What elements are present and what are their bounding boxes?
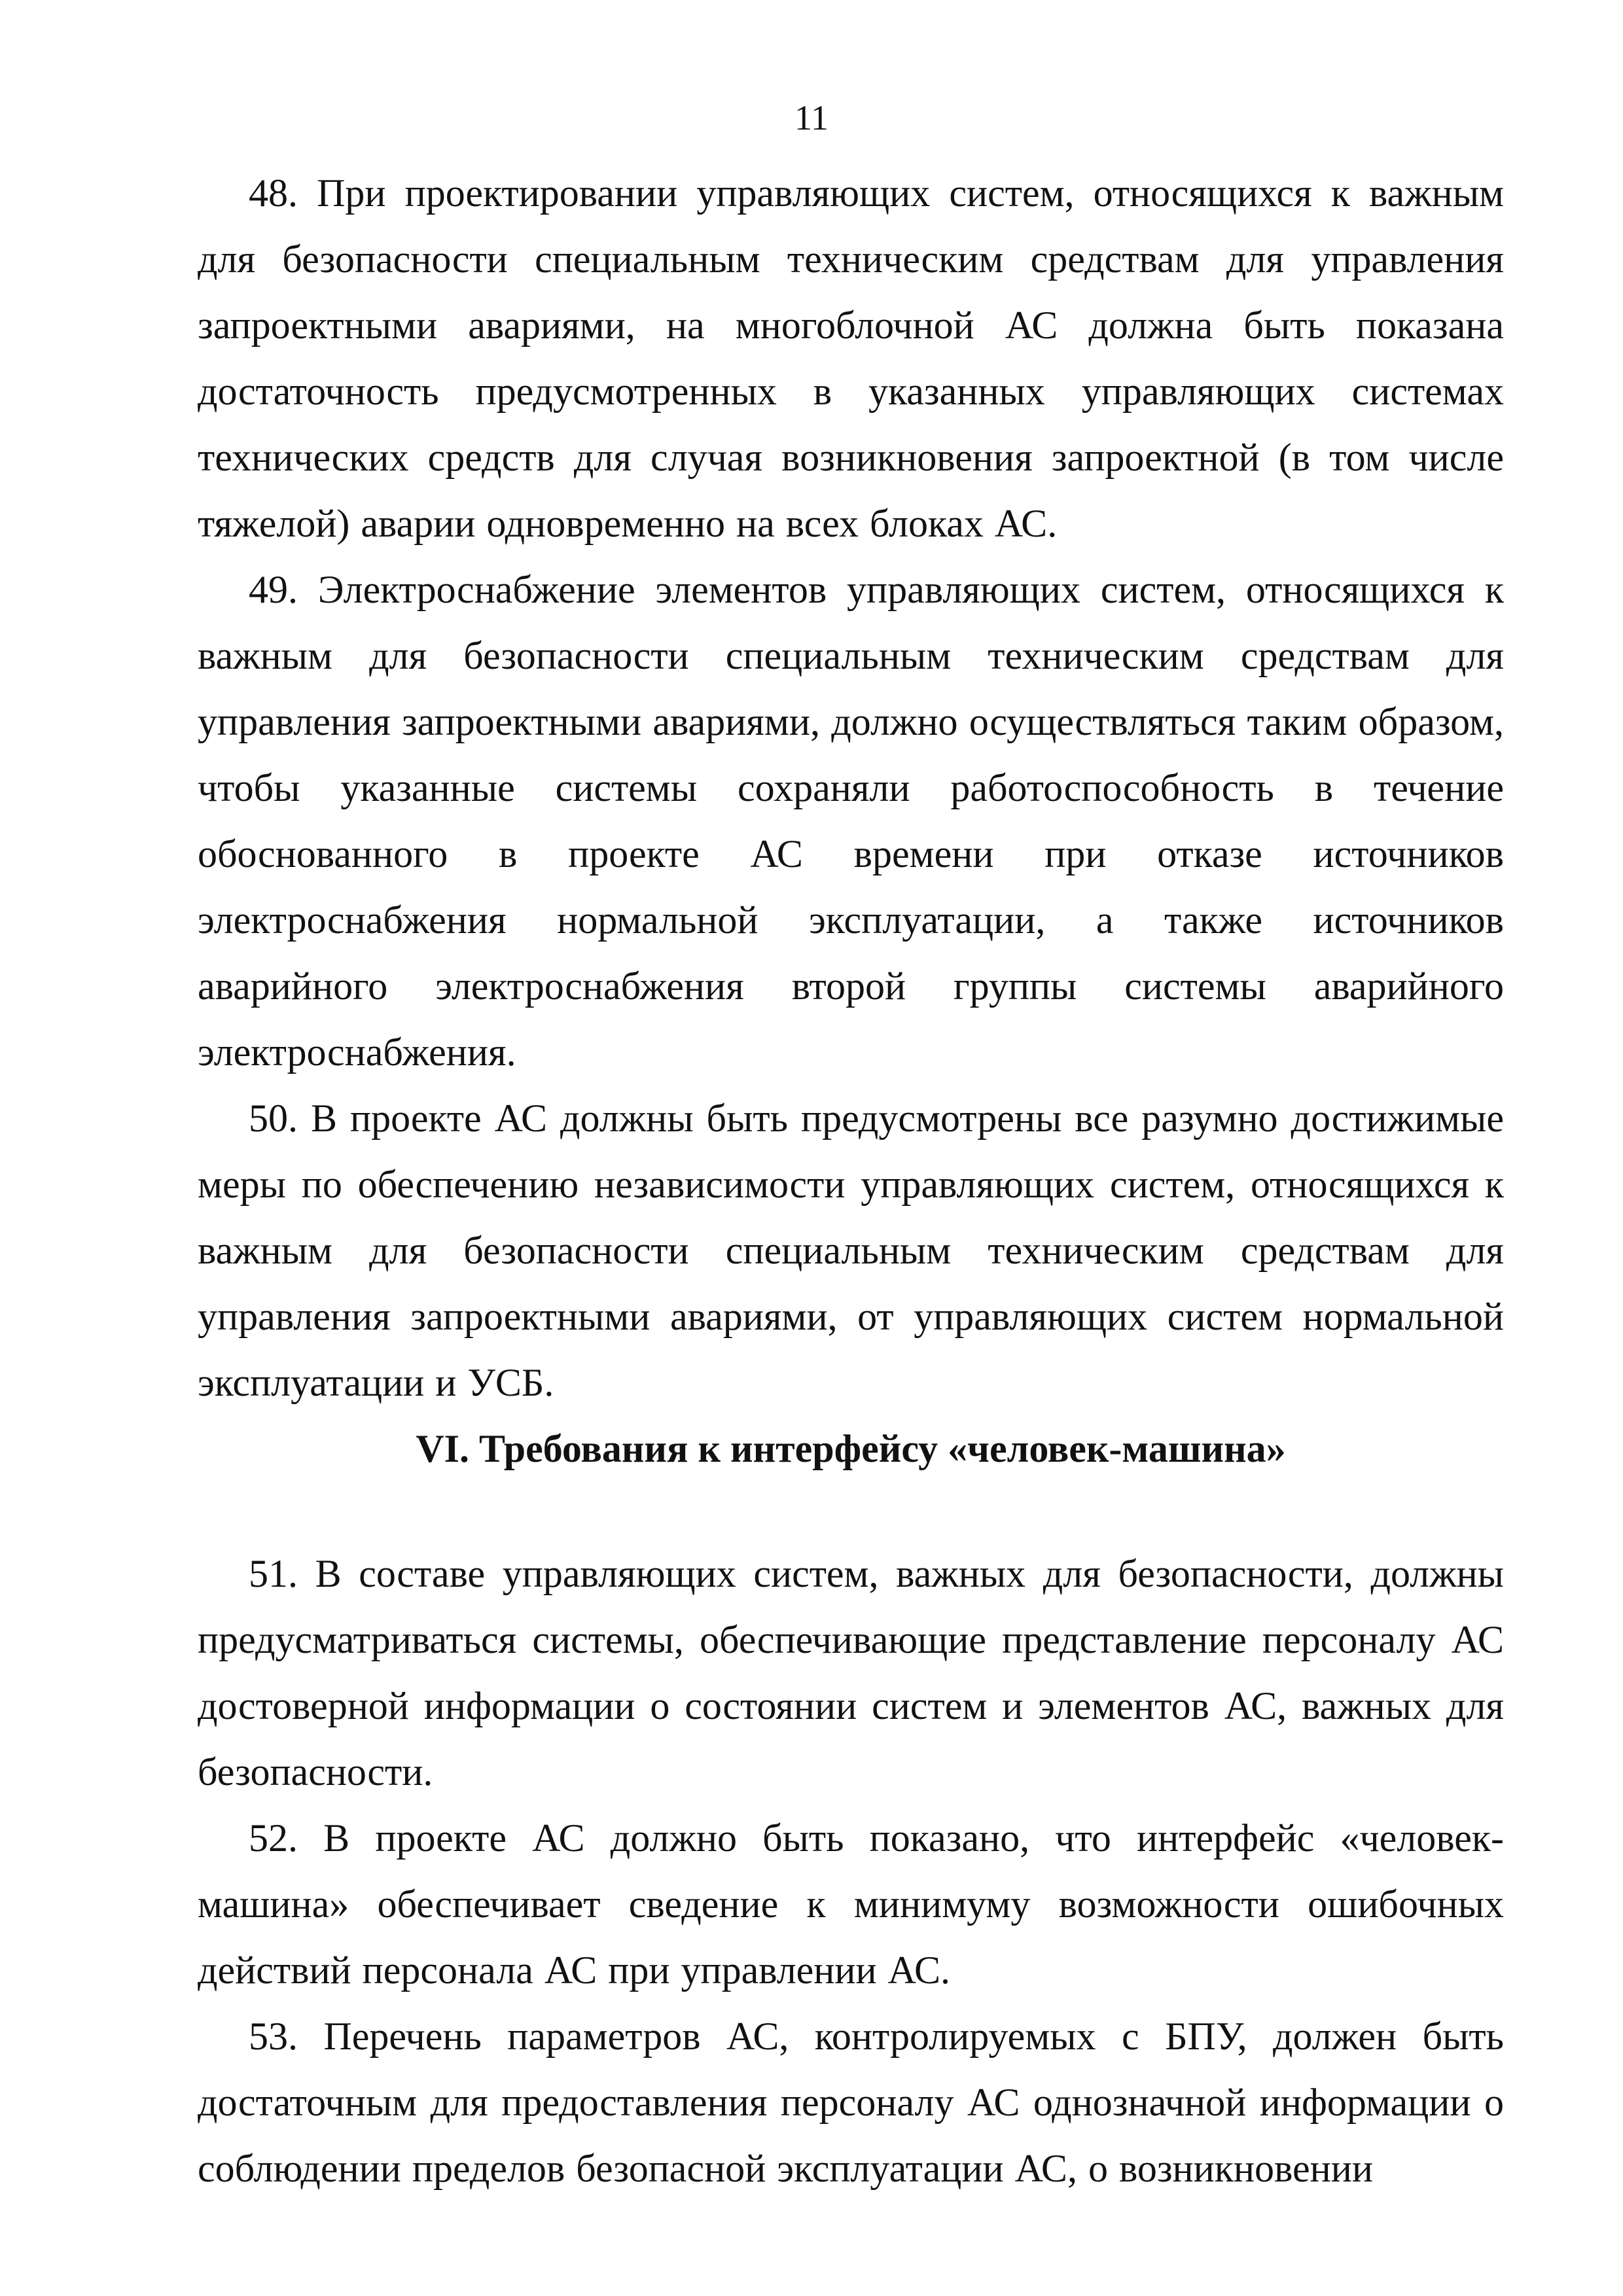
paragraph-52: 52. В проекте АС должно быть показано, что интерфейс «человек-машина» обеспечивает сведение к минимуму возможности ошибочных действий персонала АС при управлении АС. [198, 1816, 1504, 1992]
paragraph-50: 50. В проекте АС должны быть предусмотрены все разумно достижимые меры по обеспечению независимости управляющих систем, относящихся к важным для безопасности специальным техническим средствам для управления запроектными авариями, от управляющих систем нормальной эксплуатации и УСБ. [198, 1097, 1504, 1404]
paragraph-49: 49. Электроснабжение элементов управляющих систем, относящихся к важным для безопасности специальным техническим средствам для управления запроектными авариями, должно осуществляться таким образом, чтобы указанные системы сохраняли работоспособность в течение обоснованного в проекте АС времени при отказе источников электроснабжения нормальной эксплуатации, а также источников аварийного электроснабжения второй группы системы аварийного электроснабжения. [198, 568, 1504, 1074]
paragraph-48: 48. При проектировании управляющих систем, относящихся к важным для безопасности специальным техническим средствам для управления запроектными авариями, на многоблочной АС должна быть показана достаточность предусмотренных в указанных управляющих системах технических средств для случая возникновения запроектной (в том числе тяжелой) аварии одновременно на всех блоках АС. [198, 171, 1504, 545]
section-heading: VI. Требования к интерфейсу «человек-машина» [416, 1427, 1286, 1470]
document-body [198, 160, 1504, 2202]
page-number: 11 [794, 98, 829, 137]
paragraph-51: 51. В составе управляющих систем, важных для безопасности, должны предусматриваться системы, обеспечивающие представление персоналу АС достоверной информации о состоянии систем и элементов АС, важных для безопасности. [198, 1552, 1504, 1793]
paragraph-53: 53. Перечень параметров АС, контролируемых с БПУ, должен быть достаточным для предоставления персоналу АС однозначной информации о соблюдении пределов безопасной эксплуатации АС, о возникновении [198, 2015, 1504, 2190]
